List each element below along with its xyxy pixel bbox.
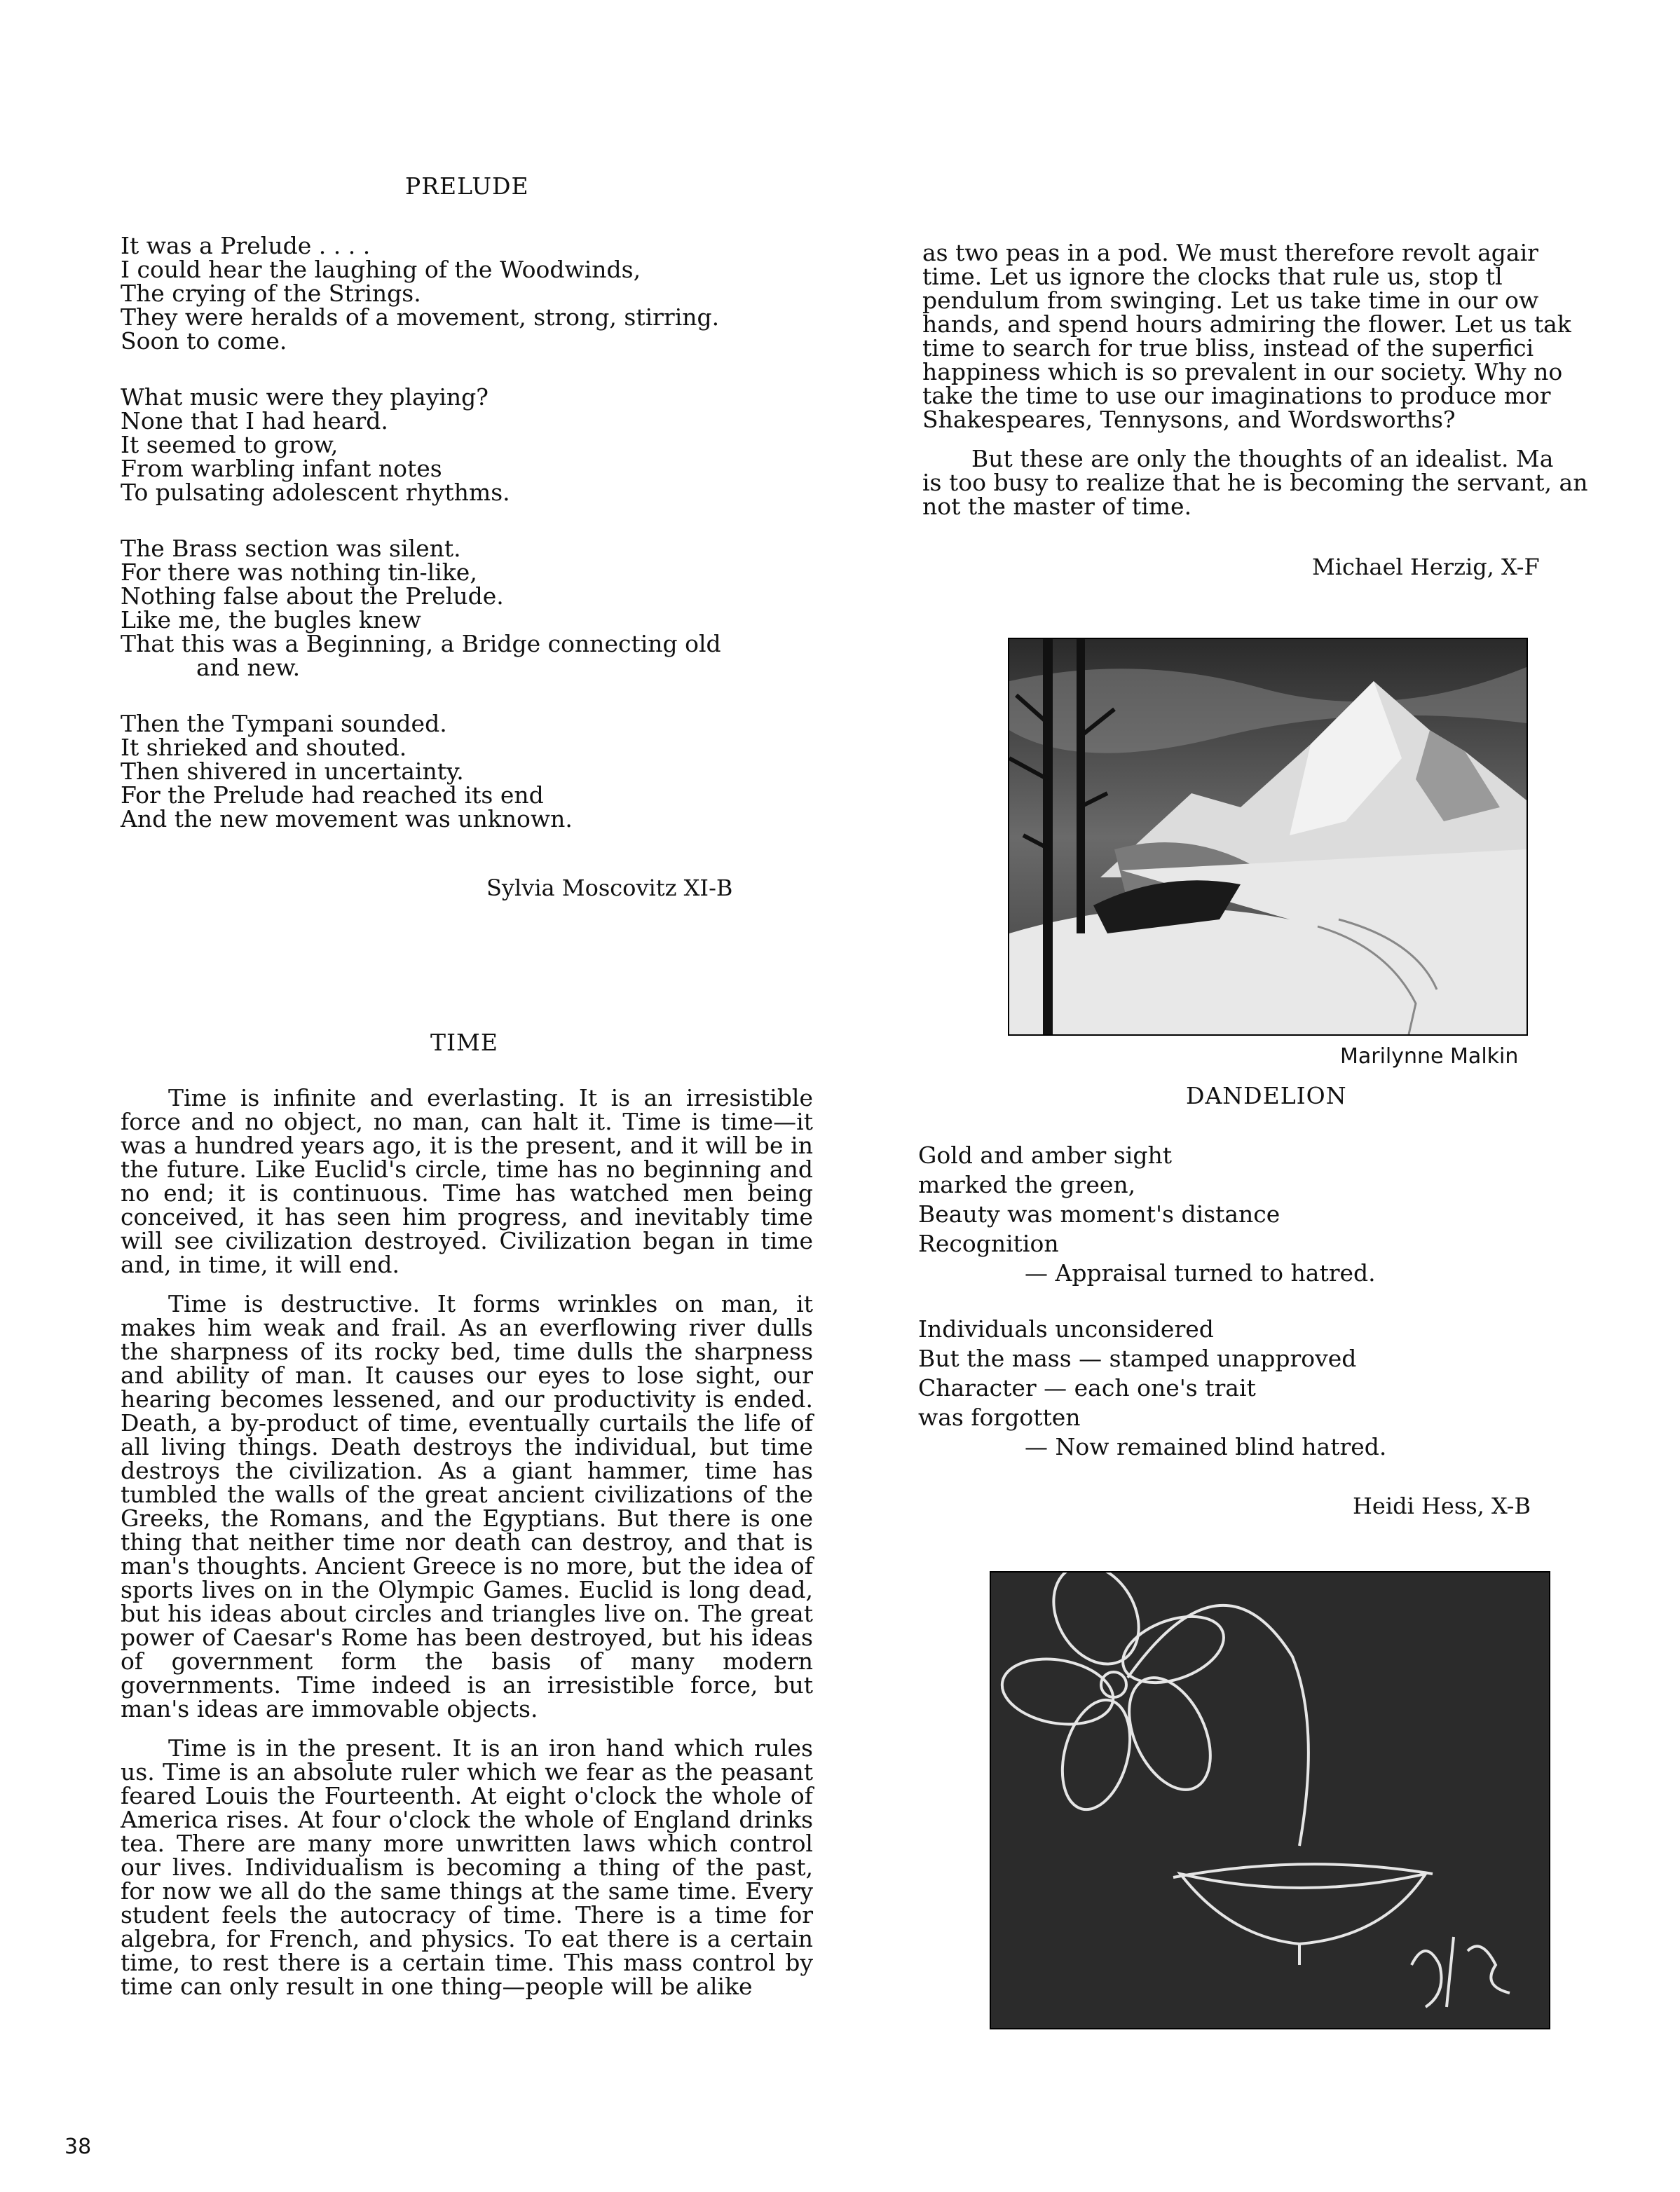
essay-line: pendulum from swinging. Let us take time in our ow <box>922 287 1539 314</box>
poem-line: It was a Prelude . . . . <box>121 232 371 259</box>
prelude-stanza-2 <box>121 385 721 505</box>
essay-line: not the master of time. <box>922 493 1192 519</box>
poem-line: That this was a Beginning, a Bridge connecting old <box>121 630 721 657</box>
time-author: Michael Herzig, X-F <box>1312 554 1540 580</box>
essay-line: take the time to use our imaginations to produce mor <box>922 382 1551 409</box>
prelude-author: Sylvia Moscovitz XI-B <box>486 875 733 901</box>
essay-line: is too busy to realize that he is becoming the servant, an <box>922 469 1588 496</box>
poem-line: None that I had heard. <box>121 407 388 434</box>
essay-paragraph: Time is destructive. It forms wrinkles on man, it makes him weak and frail. As an everflowing river dulls the sharpness of its rocky bed, time dulls the sharpness and ability of man. It causes our eyes to lose sight, our hearing becomes lessened, and our productivity is ended. Death, a by-product of time, eventually curtails the life of all living things. Death destroys the individual, but time destroys the civilization. As a giant hammer, time has tumbled the walls of the great ancient civilizations of the Greeks, the Romans, and the Egyptians. But there is one thing that neither time nor death can destroy, and that is man's thoughts. Ancient Greece is no more, but the idea of sports lives on in the Olympic Games. Euclid is long dead, but his ideas about circles and triangles live on. The great power of Caesar's Rome has been destroyed, but his ideas of government form the basis of many modern governments. Time indeed is an irresistible force, but man's ideas are immovable objects. <box>121 1290 813 1722</box>
poem-line: Individuals unconsidered <box>918 1315 1214 1343</box>
poem-line: marked the green, <box>918 1171 1136 1198</box>
prelude-stanza-4 <box>121 712 721 831</box>
prelude-poem <box>121 234 721 863</box>
poem-line: But the mass — stamped unapproved <box>918 1345 1357 1372</box>
essay-line: time. Let us ignore the clocks that rule us, stop tl <box>922 263 1503 290</box>
dandelion-stanza-2 <box>918 1315 1386 1462</box>
poem-line: Like me, the bugles knew <box>121 606 421 633</box>
poem-line: I could hear the laughing of the Woodwinds, <box>121 256 641 283</box>
prelude-stanza-1 <box>121 234 721 353</box>
mountain-painting <box>1008 638 1528 1036</box>
poem-line: Recognition <box>918 1230 1059 1257</box>
essay-paragraph: Time is infinite and everlasting. It is an irresistible force and no object, no man, can halt it. Time is time—it was a hundred years ago, it is the present, and it will be in the future. Like Euclid's circle, time has no beginning and no end; it is continuous. Time has watched men being conceived, it has seen him progress, and inevitably time will see civilization destroyed. Civilization began in time and, in time, it will end. <box>121 1084 813 1278</box>
poem-line: Beauty was moment's distance <box>918 1200 1281 1228</box>
essay-line: time to search for true bliss, instead of the superfici <box>922 334 1534 362</box>
prelude-stanza-3 <box>121 537 721 680</box>
flower-drawing <box>990 1571 1550 2029</box>
essay-line: But these are only the thoughts of an idealist. Ma <box>971 445 1554 472</box>
poem-line: Then the Tympani sounded. <box>121 710 447 737</box>
poem-line: To pulsating adolescent rhythms. <box>121 479 510 506</box>
flower-drawing-image <box>991 1573 1549 2028</box>
dandelion-poem <box>918 1141 1386 1494</box>
mountain-painting-image <box>1009 639 1527 1034</box>
poem-line: And the new movement was unknown. <box>121 805 573 833</box>
dandelion-stanza-1 <box>918 1141 1386 1288</box>
poem-line: — Now remained blind hatred. <box>1025 1433 1387 1460</box>
poem-line: and new. <box>196 654 301 681</box>
essay-line: hands, and spend hours admiring the flower. Let us tak <box>922 310 1571 338</box>
poem-line: was forgotten <box>918 1404 1081 1431</box>
poem-line: Gold and amber sight <box>918 1142 1172 1169</box>
dandelion-author: Heidi Hess, X-B <box>1353 1493 1531 1519</box>
poem-line: They were heralds of a movement, strong, stirring. <box>121 303 720 331</box>
essay-line: happiness which is so prevalent in our society. Why no <box>922 358 1563 385</box>
poem-line: Then shivered in uncertainty. <box>121 758 464 785</box>
mountain-painting-caption: Marilynne Malkin <box>1340 1044 1519 1069</box>
essay-line: Shakespeares, Tennysons, and Wordsworths? <box>922 406 1456 433</box>
poem-line: Soon to come. <box>121 327 287 355</box>
page-number: 38 <box>64 2135 92 2159</box>
poem-line: From warbling infant notes <box>121 455 442 482</box>
poem-line: What music were they playing? <box>121 383 489 411</box>
poem-line: — Appraisal turned to hatred. <box>1025 1259 1376 1287</box>
prelude-title: PRELUDE <box>405 172 529 200</box>
essay-paragraph: Time is in the present. It is an iron hand which rules us. Time is an absolute ruler which we fear as the peasant feared Louis the Fourteenth. At eight o'clock the whole of America rises. At four o'clock the whole of England drinks tea. There are many more unwritten laws which control our lives. Individualism is becoming a thing of the past, for now we all do the same things at the same time. Every student feels the autocracy of time. There is a time for algebra, for French, and physics. To eat there is a certain time, to rest there is a certain time. This mass control by time can only result in one thing—people will be alike <box>121 1734 813 2000</box>
time-title: TIME <box>430 1029 498 1056</box>
time-essay <box>121 1086 813 2014</box>
poem-line: Character — each one's trait <box>918 1374 1256 1402</box>
poem-line: It seemed to grow, <box>121 431 339 458</box>
poem-line: The crying of the Strings. <box>121 280 421 307</box>
poem-line: For there was nothing tin-like, <box>121 559 477 586</box>
essay-line: as two peas in a pod. We must therefore revolt agair <box>922 241 1538 266</box>
dandelion-title: DANDELION <box>1186 1082 1347 1109</box>
poem-line: The Brass section was silent. <box>121 535 461 562</box>
poem-line: It shrieked and shouted. <box>121 734 407 761</box>
time-essay-continued <box>922 241 1608 519</box>
poem-line: For the Prelude had reached its end <box>121 781 544 809</box>
poem-line: Nothing false about the Prelude. <box>121 582 504 610</box>
